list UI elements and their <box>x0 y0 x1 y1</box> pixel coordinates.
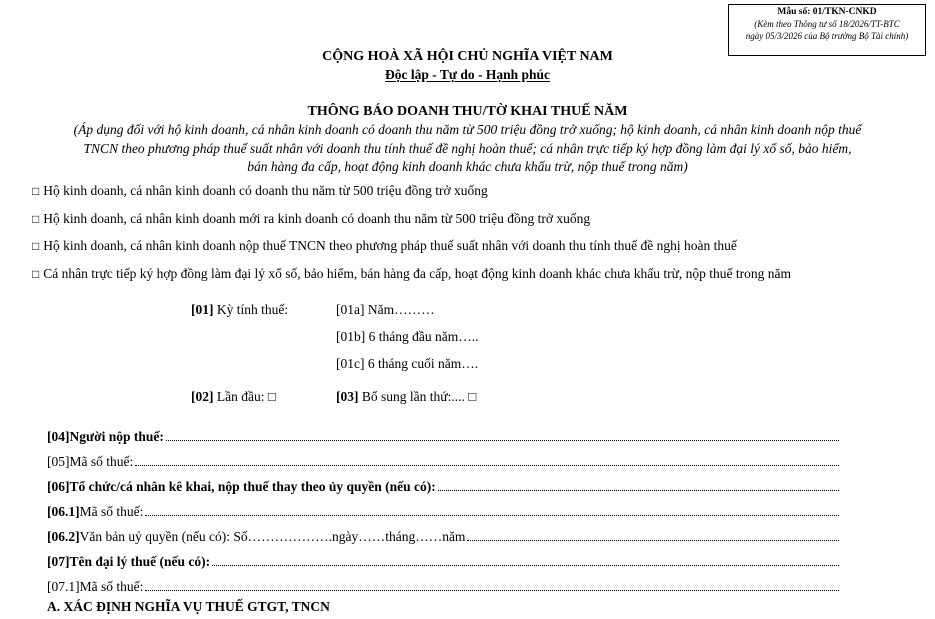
form-reference-line2: ngày 05/3/2026 của Bộ trưởng Bộ Tài chính) <box>745 31 909 41</box>
tax-agent-tax-id-field[interactable]: [07.1] Mã số thuế: <box>47 578 839 595</box>
period-first-half-option[interactable]: [01b] 6 tháng đầu năm….. <box>336 329 479 344</box>
authorization-document-field[interactable]: [06.2] Văn bản uỷ quyền (nếu có): Số……………….ngày……tháng……năm <box>47 528 839 545</box>
authorized-declarer-field[interactable]: [06] Tổ chức/cá nhân kê khai, nộp thuế thay theo ủy quyền (nếu có): <box>47 478 839 495</box>
checkbox[interactable]: □ <box>32 184 40 198</box>
subtitle-line: TNCN theo phương pháp thuế suất nhân với doanh thu tính thuế đề nghị hoàn thuế; cá nhân trực tiếp ký hợp đồng làm đại lý xổ số, bảo hiểm, <box>83 141 852 156</box>
checkbox[interactable]: □ <box>32 267 40 281</box>
tax-id-field[interactable]: [05] Mã số thuế: <box>47 453 839 470</box>
section-a-heading: A. XÁC ĐỊNH NGHĨA VỤ THUẾ GTGT, TNCN <box>47 599 330 614</box>
subtitle-line: (Áp dụng đối với hộ kinh doanh, cá nhân kinh doanh có doanh thu năm từ 500 triệu đồng trở xuống; hộ kinh doanh, cá nhân kinh doanh nộp thuế <box>73 122 862 137</box>
checkbox[interactable]: □ <box>32 212 40 226</box>
declarer-tax-id-field[interactable]: [06.1] Mã số thuế: <box>47 503 839 520</box>
taxpayer-name-field[interactable]: [04] Người nộp thuế: <box>47 428 839 445</box>
period-year-option[interactable]: [01a] Năm……… <box>336 302 435 317</box>
option-label: Hộ kinh doanh, cá nhân kinh doanh nộp thuế TNCN theo phương pháp thuế suất nhân với doanh thu tính thuế đề nghị hoàn thuế <box>43 238 737 253</box>
option-row <box>32 183 488 199</box>
supplement-field[interactable]: [03] Bổ sung lần thứ:.... □ <box>336 389 477 404</box>
first-time-checkbox[interactable]: [02] Lần đầu: □ <box>191 389 277 404</box>
country-header: CỘNG HOÀ XÃ HỘI CHỦ NGHĨA VIỆT NAM <box>322 49 613 64</box>
option-row <box>32 266 791 282</box>
period-second-half-option[interactable]: [01c] 6 tháng cuối năm…. <box>336 356 479 371</box>
subtitle-line: bán hàng đa cấp, hoạt động kinh doanh khác chưa khấu trừ, nộp thuế trong năm) <box>247 159 688 174</box>
form-reference-line1: (Kèm theo Thông tư số 18/2026/TT-BTC <box>754 19 900 29</box>
document-title: THÔNG BÁO DOANH THU/TỜ KHAI THUẾ NĂM <box>307 104 628 119</box>
tax-agent-name-field[interactable]: [07] Tên đại lý thuế (nếu có): <box>47 553 839 570</box>
option-label: Hộ kinh doanh, cá nhân kinh doanh có doanh thu năm từ 500 triệu đồng trở xuống <box>43 183 488 198</box>
form-code: Mẫu số: 01/TKN-CNKD <box>777 7 877 17</box>
option-row <box>32 238 737 254</box>
option-row <box>32 211 590 227</box>
national-motto: Độc lập - Tự do - Hạnh phúc <box>384 67 551 82</box>
option-label: Hộ kinh doanh, cá nhân kinh doanh mới ra kinh doanh có doanh thu năm từ 500 triệu đồng trở xuống <box>43 211 591 226</box>
option-label: Cá nhân trực tiếp ký hợp đồng làm đại lý xổ số, bảo hiểm, bán hàng đa cấp, hoạt động kinh doanh khác chưa khấu trừ, nộp thuế trong năm <box>43 266 792 281</box>
tax-period-label: [01] Kỳ tính thuế: <box>191 302 289 317</box>
checkbox[interactable]: □ <box>32 239 40 253</box>
